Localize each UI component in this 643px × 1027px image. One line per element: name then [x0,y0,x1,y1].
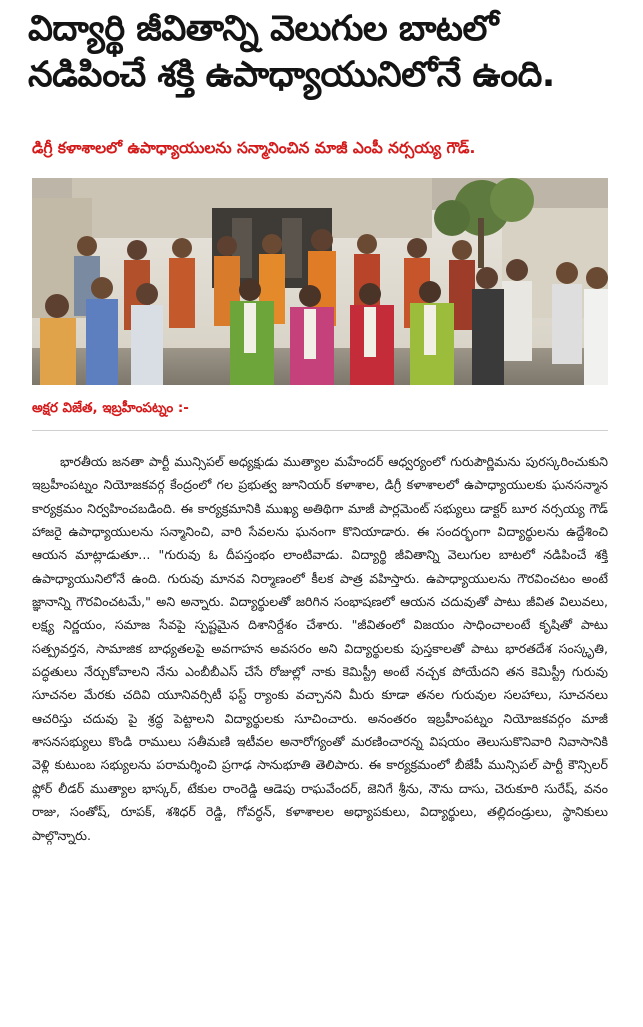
dateline: అక్షర విజేత, ఇబ్రహీంపట్నం :- [32,400,189,416]
headline [28,6,628,98]
headline-line-1: విద్యార్థి జీవితాన్ని వెలుగుల బాటలో [28,9,498,49]
article-body: భారతీయ జనతా పార్టీ మున్సిపల్ అధ్యక్షుడు ముత్యాల మహేందర్ ఆధ్వర్యంలో గురుపౌర్ణిమను పురస్కరించుకుని ఇబ్రహీంపట్నం నియోజకవర్గ కేంద్రంలో గల ప్రభుత్వ జూనియర్ కళాశాల, డిగ్రీ కళాశాలలో ఉపాధ్యాయులకు ఘనసన్మాన కార్యక్రమం నిర్వహించబడింది. ఈ కార్యక్రమానికి ముఖ్య అతిథిగా మాజీ పార్లమెంట్ సభ్యులు డాక్టర్ బూర నర్సయ్య గౌడ్ హాజరై ఉపాధ్యాయులను సన్మానించి, వారి సేవలను ఘనంగా కొనియాడారు. ఈ సందర్భంగా విద్యార్థులను ఉద్దేశించి ఆయన మాట్లాడుతూ... "గురువు ఓ దీపస్తంభం లాంటివాడు. విద్యార్థి జీవితాన్ని వెలుగుల బాటలో నడిపించే శక్తి ఉపాధ్యాయునిలోనే ఉంది. గురువు మానవ నిర్మాణంలో కీలక పాత్ర వహిస్తారు. ఉపాధ్యాయులను గౌరవించటం అంటే జ్ఞానాన్ని గౌరవించటమే," అని అన్నారు. విద్యార్థులతో జరిగిన సంభాషణలో ఆయన చదువుతో పాటు జీవిత విలువలు, లక్ష్య నిర్ణయం, సమాజ సేవపై స్పష్టమైన దిశానిర్దేశం చేశారు. "జీవితంలో విజయం సాధించాలంటే కృషితో పాటు సత్ప్రవర్తన, సామాజిక బాధ్యతలపై అవగాహన అవసరం అని విద్యార్థులకు పుస్తకాలతో పాటు భారతదేశ సంస్కృతి, పద్ధతులు నేర్చుకోవాలని నేను ఎంబీబీఎస్ చేసే రోజుల్లో నాకు కెమిస్ట్రీ అంటే నచ్చక పోయేదని తన కెమిస్ట్రీ గురువు సూచనల మేరకు చదివి యూనివర్సిటీ ఫస్ట్ ర్యాంకు వచ్చానని మీరు కూడా తనల గురువుల సలహాలు, సూచనలు ఆచరిస్తు చదువు పై శ్రద్ధ పెట్టాలని విద్యార్థులకు సూచించారు. అనంతరం ఇబ్రహీంపట్నం నియోజకవర్గం మాజీ శాసనసభ్యులు కొండి రాములు సతీమణి ఇటీవల అనారోగ్యంతో మరణించారన్న విషయం తెలుసుకొనివారి నివాసానికి వెళ్లి కుటుంబ సభ్యులను పరామర్శించి ప్రగాఢ సానుభూతి తెలిపారు. ఈ కార్యక్రమంలో బీజేపీ మున్సిపల్ పార్టీ కౌన్సిలర్ ఫ్లోర్ లీడర్ ముత్యాల భాస్కర్, టేకుల రాంరెడ్డి ఆడెపు రాఘవేందర్, జెనిగే శ్రీను, నౌను దాసు, చెరుకూరి సురేష్, వనం రాజు, సంతోష్, రూపక్, శశిధర్ రెడ్డి, గోవర్ధన్, కళాశాలల అధ్యాపకులు, విద్యార్థులు, తల్లిదండ్రులు, స్థానికులు పాల్గొన్నారు. [32,454,608,843]
group-photo-image [32,178,608,385]
subheadline: డిగ్రీ కళాశాలలో ఉపాధ్యాయులను సన్మానించిన మాజీ ఎంపీ నర్సయ్య గౌడ్. [32,139,476,157]
group-photo [32,178,608,385]
headline-line-2: నడిపించే శక్తి ఉపాధ్యాయునిలోనే ఉంది. [28,55,555,95]
divider [32,430,608,431]
